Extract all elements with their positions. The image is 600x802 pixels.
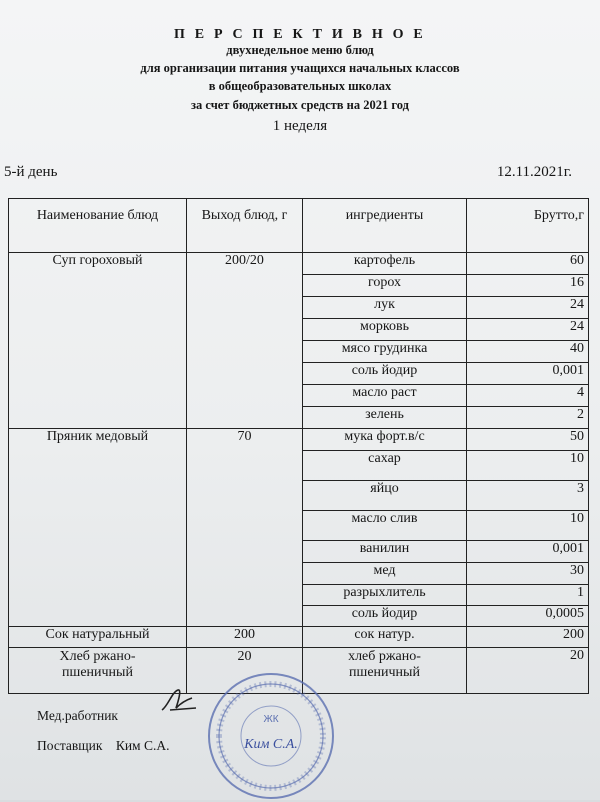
ingredient-name: разрыхлитель xyxy=(303,585,467,606)
doc-subtitle-1: двухнедельное меню блюд xyxy=(226,43,374,57)
medic-label: Мед.работник xyxy=(37,708,118,723)
doc-subtitle-2: для организации питания учащихся начальных классов xyxy=(140,61,460,75)
ingredient-name: мед xyxy=(303,563,467,585)
ingredient-name: масло раст xyxy=(303,385,467,407)
ingredient-name: ванилин xyxy=(303,541,467,563)
doc-title: П Е Р С П Е К Т И В Н О Е xyxy=(174,27,426,42)
header-ingredients: ингредиенты xyxy=(303,199,467,253)
dish-yield: 200/20 xyxy=(187,253,303,429)
ingredient-name: горох xyxy=(303,275,467,297)
supplier-label: Поставщик xyxy=(37,738,103,753)
dish-yield: 20 xyxy=(187,648,303,694)
ingredient-qty: 10 xyxy=(467,451,589,481)
ingredient-qty: 20 xyxy=(467,648,589,694)
date-label: 12.11.2021г. xyxy=(496,164,572,180)
ingredient-qty: 30 xyxy=(467,563,589,585)
doc-subtitle-3: в общеобразовательных школах xyxy=(208,79,392,93)
dish-name: Суп гороховый xyxy=(9,253,187,429)
ingredient-name: сахар xyxy=(303,451,467,481)
table-row xyxy=(9,627,589,648)
ingredient-qty: 1 xyxy=(467,585,589,606)
stamp-handwriting: Ким С.А. xyxy=(244,737,298,752)
table-row xyxy=(9,253,589,275)
ingredient-name: масло слив xyxy=(303,511,467,541)
supplier-signature-line xyxy=(37,738,169,754)
doc-subtitle-4: за счет бюджетных средств на 2021 год xyxy=(191,98,409,112)
ingredient-qty: 50 xyxy=(467,429,589,451)
ingredient-name: хлеб ржано-пшеничный xyxy=(303,648,467,694)
table-row xyxy=(9,429,589,451)
ingredient-name: мясо грудинка xyxy=(303,341,467,363)
week-label: 1 неделя xyxy=(272,118,328,134)
supplier-name: Ким С.А. xyxy=(115,738,170,753)
ingredient-qty: 0,001 xyxy=(467,541,589,563)
ingredient-qty: 16 xyxy=(467,275,589,297)
ingredient-name: сок натур. xyxy=(303,627,467,648)
header-yield: Выход блюд, г xyxy=(187,199,303,253)
ingredient-name: зелень xyxy=(303,407,467,429)
ingredient-name: яйцо xyxy=(303,481,467,511)
dish-name: Пряник медовый xyxy=(9,429,187,627)
ingredient-qty: 10 xyxy=(467,511,589,541)
ingredient-qty: 24 xyxy=(467,319,589,341)
ingredient-qty: 0,0005 xyxy=(467,606,589,627)
ingredient-name: мука форт.в/с xyxy=(303,429,467,451)
ingredient-qty: 0,001 xyxy=(467,363,589,385)
ingredient-qty: 60 xyxy=(467,253,589,275)
ingredient-qty: 40 xyxy=(467,341,589,363)
ingredient-name: картофель xyxy=(303,253,467,275)
ingredient-qty: 4 xyxy=(467,385,589,407)
dish-name: Сок натуральный xyxy=(9,627,187,648)
day-label: 5-й день xyxy=(4,164,58,180)
signature-scribble xyxy=(158,686,200,716)
ingredient-name: соль йодир xyxy=(303,606,467,627)
header-gross: Брутто,г xyxy=(467,199,589,253)
official-stamp xyxy=(205,670,337,802)
menu-table xyxy=(8,198,589,694)
ingredient-name: лук xyxy=(303,297,467,319)
ingredient-qty: 200 xyxy=(467,627,589,648)
ingredient-name: соль йодир xyxy=(303,363,467,385)
medic-signature-line xyxy=(37,708,118,724)
ingredient-qty: 24 xyxy=(467,297,589,319)
header-dish-name: Наименование блюд xyxy=(9,199,187,253)
dish-name: Хлеб ржано-пшеничный xyxy=(9,648,187,694)
dish-yield: 70 xyxy=(187,429,303,627)
ingredient-qty: 2 xyxy=(467,407,589,429)
dish-yield: 200 xyxy=(187,627,303,648)
ingredient-qty: 3 xyxy=(467,481,589,511)
ingredient-name: морковь xyxy=(303,319,467,341)
stamp-center-text: ЖК xyxy=(263,714,279,725)
